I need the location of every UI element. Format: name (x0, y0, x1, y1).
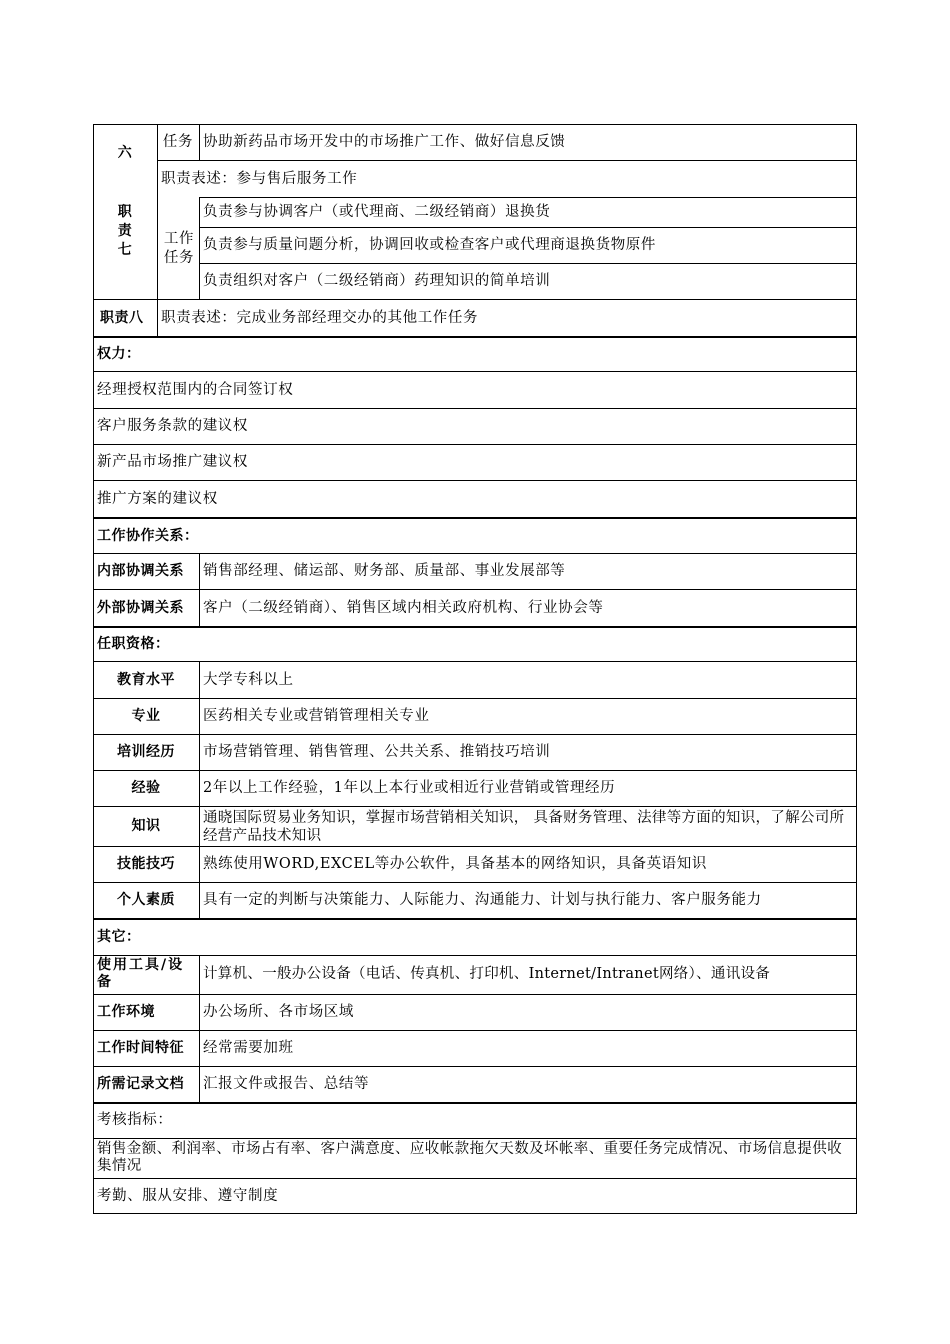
qualification-label: 个人素质 (117, 892, 175, 908)
qualification-label: 技能技巧 (117, 856, 175, 872)
duty7-work-task-label: 工作任务 (163, 231, 195, 266)
row-divider (93, 480, 857, 481)
qualification-value: 大学专科以上 (203, 672, 294, 688)
column-divider (199, 955, 200, 1102)
row-divider (93, 806, 857, 807)
other-value: 汇报文件或报告、总结等 (203, 1076, 370, 1092)
relations-heading: 工作协作关系： (97, 528, 199, 544)
row-divider (93, 408, 857, 409)
row-divider (93, 1178, 857, 1179)
row-divider (93, 955, 857, 956)
row-divider (93, 553, 857, 554)
row-divider (93, 661, 857, 662)
row-divider (93, 770, 857, 771)
kpi-item: 销售金额、利润率、市场占有率、客户满意度、应收帐款拖欠天数及坏帐率、重要任务完成情况、市场信息提供收集情况 (97, 1141, 842, 1174)
other-value: 办公场所、各市场区域 (203, 1004, 354, 1020)
qualification-label: 教育水平 (117, 672, 175, 688)
row-divider (93, 994, 857, 995)
other-heading: 其它： (97, 929, 141, 945)
authority-item: 经理授权范围内的合同签订权 (97, 382, 294, 398)
authority-item: 新产品市场推广建议权 (97, 454, 248, 470)
other-value: 经常需要加班 (203, 1040, 294, 1056)
qualification-label: 知识 (131, 818, 161, 834)
row-divider (93, 444, 857, 445)
duty7-task-item: 负责参与协调客户（或代理商、二级经销商）退换货 (203, 204, 551, 220)
section-divider (93, 918, 857, 920)
row-divider (93, 734, 857, 735)
authority-item: 客户服务条款的建议权 (97, 418, 248, 434)
row-divider (93, 882, 857, 883)
qualifications-heading: 任职资格： (97, 636, 170, 652)
duty7-task-item: 负责组织对客户（二级经销商）药理知识的简单培训 (203, 273, 551, 289)
duty6-task-label: 任务 (162, 134, 194, 150)
relation-value: 客户（二级经销商）、销售区域内相关政府机构、行业协会等 (203, 600, 604, 616)
authority-heading: 权力： (97, 346, 141, 362)
column-divider (199, 197, 200, 299)
row-divider (93, 371, 857, 372)
qualification-value: 熟练使用WORD,EXCEL等办公软件，具备基本的网络知识，具备英语知识 (203, 856, 707, 872)
other-value: 计算机、一般办公设备（电话、传真机、打印机、Internet/Intranet网络）、通讯设备 (203, 966, 771, 982)
qualification-value: 具有一定的判断与决策能力、人际能力、沟通能力、计划与执行能力、客户服务能力 (203, 892, 762, 908)
row-divider (199, 263, 857, 264)
row-divider (93, 698, 857, 699)
row-divider (157, 160, 857, 161)
row-divider (199, 227, 857, 228)
other-label: 使用工具/设备 (97, 957, 185, 990)
column-divider (199, 124, 200, 160)
row-divider (93, 846, 857, 847)
duty6-task-text: 协助新药品市场开发中的市场推广工作、做好信息反馈 (203, 134, 566, 150)
duty8-label: 职责八 (100, 310, 144, 326)
relation-label: 外部协调关系 (97, 600, 184, 616)
kpi-item: 考勤、服从安排、遵守制度 (97, 1188, 279, 1204)
other-label: 所需记录文档 (97, 1076, 184, 1092)
duty7-task-item: 负责参与质量问题分析，协调回收或检查客户或代理商退换货物原件 (203, 237, 656, 253)
authority-item: 推广方案的建议权 (97, 491, 218, 507)
column-divider (157, 299, 158, 336)
relation-value: 销售部经理、储运部、财务部、质量部、事业发展部等 (203, 563, 566, 579)
qualification-value: 医药相关专业或营销管理相关专业 (203, 708, 430, 724)
section-divider (93, 626, 857, 628)
duty7-label: 职责七 (117, 204, 133, 258)
qualification-label: 专业 (131, 708, 161, 724)
row-divider (93, 1066, 857, 1067)
section-divider (93, 1102, 857, 1104)
section-divider (93, 517, 857, 519)
kpi-heading: 考核指标： (97, 1112, 173, 1128)
other-label: 工作环境 (97, 1004, 155, 1020)
qualification-label: 经验 (131, 780, 161, 796)
duty8-description: 职责表述：完成业务部经理交办的其他工作任务 (161, 310, 479, 326)
qualification-value: 通晓国际贸易业务知识，掌握市场营销相关知识， 具备财务管理、法律等方面的知识，了解公司所经营产品技术知识 (203, 810, 845, 844)
column-divider (199, 553, 200, 626)
qualification-label: 培训经历 (117, 744, 175, 760)
qualification-value: 市场营销管理、销售管理、公共关系、推销技巧培训 (203, 744, 551, 760)
row-divider (199, 197, 857, 198)
row-divider (93, 299, 857, 300)
column-divider (199, 661, 200, 918)
other-label: 工作时间特征 (97, 1040, 184, 1056)
duty6-number: 六 (117, 145, 133, 161)
qualification-value: 2年以上工作经验，1年以上本行业或相近行业营销或管理经历 (203, 780, 616, 796)
duty7-description: 职责表述：参与售后服务工作 (161, 171, 358, 187)
section-divider (93, 336, 857, 338)
relation-label: 内部协调关系 (97, 563, 184, 579)
row-divider (93, 1138, 857, 1139)
row-divider (93, 1030, 857, 1031)
row-divider (93, 589, 857, 590)
